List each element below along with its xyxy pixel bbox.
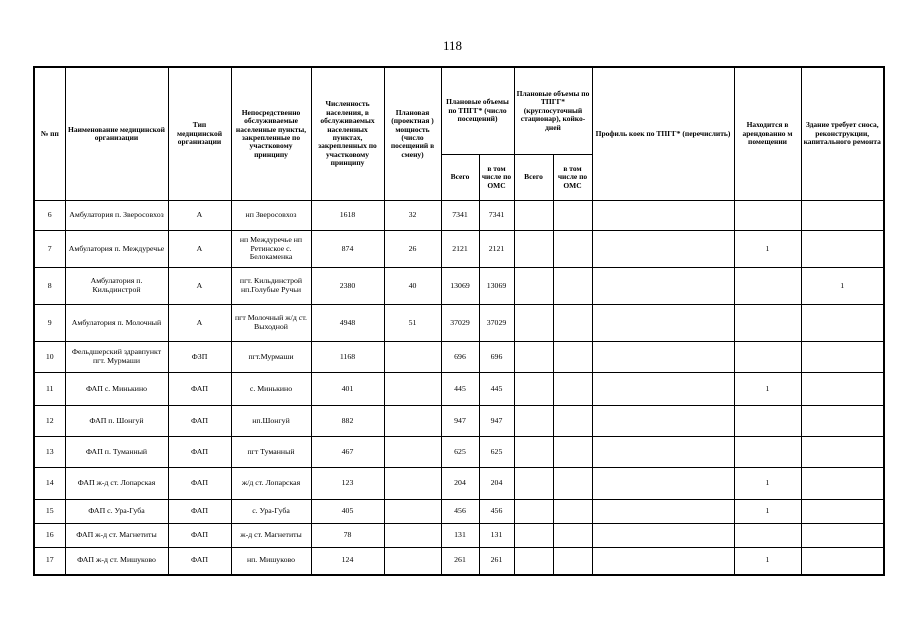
cell-org-name: Амбулатория п. Молочный — [65, 305, 168, 342]
cell-settlements: ж/д ст. Лопарская — [231, 468, 311, 500]
table-row — [34, 342, 884, 373]
cell-settlements: пгт Туманный — [231, 437, 311, 468]
cell-org-name: ФАП ж-д ст. Магнетиты — [65, 524, 168, 548]
cell-visits-total: 2121 — [441, 231, 479, 268]
cell-rented — [734, 406, 801, 437]
cell-rented: 1 — [734, 548, 801, 575]
cell-capacity — [384, 342, 441, 373]
cell-rented — [734, 437, 801, 468]
header-profile: Профиль коек по ТПГГ* (перечислить) — [592, 67, 734, 201]
cell-visits-oms: 696 — [479, 342, 514, 373]
cell-visits-total: 13069 — [441, 268, 479, 305]
cell-rented — [734, 342, 801, 373]
cell-capacity — [384, 437, 441, 468]
cell-org-name: ФАП с. Минькино — [65, 373, 168, 406]
cell-beds-total — [514, 342, 553, 373]
cell-org-type: ФАП — [168, 406, 231, 437]
cell-capacity — [384, 406, 441, 437]
cell-profile — [592, 548, 734, 575]
table-row — [34, 406, 884, 437]
page-number: 118 — [442, 38, 463, 53]
cell-settlements: пгт. Кильдинстрой нп.Голубые Ручьи — [231, 268, 311, 305]
cell-capacity — [384, 548, 441, 575]
cell-profile — [592, 342, 734, 373]
cell-num: 13 — [34, 437, 65, 468]
cell-org-name: ФАП ж-д ст. Лопарская — [65, 468, 168, 500]
cell-visits-oms: 456 — [479, 500, 514, 524]
cell-num: 15 — [34, 500, 65, 524]
cell-population: 874 — [311, 231, 384, 268]
header-visits-group: Плановые объемы по ТПГГ* (число посещений) — [441, 67, 514, 155]
cell-settlements: пгт.Мурмаши — [231, 342, 311, 373]
table-row — [34, 437, 884, 468]
cell-num: 12 — [34, 406, 65, 437]
cell-beds-oms — [553, 231, 592, 268]
cell-org-type: ФАП — [168, 437, 231, 468]
cell-beds-total — [514, 231, 553, 268]
cell-profile — [592, 305, 734, 342]
cell-visits-total: 445 — [441, 373, 479, 406]
cell-org-type: А — [168, 268, 231, 305]
cell-beds-oms — [553, 268, 592, 305]
cell-org-type: ФАП — [168, 524, 231, 548]
cell-visits-oms: 131 — [479, 524, 514, 548]
cell-settlements: нп.Шонгуй — [231, 406, 311, 437]
cell-capacity — [384, 500, 441, 524]
cell-demolition — [801, 500, 884, 524]
cell-settlements: нп. Мишуково — [231, 548, 311, 575]
table-row — [34, 201, 884, 231]
table-row — [34, 500, 884, 524]
header-rented: Находится в арендованно м помещении — [734, 67, 801, 201]
table-row — [34, 548, 884, 575]
cell-beds-total — [514, 373, 553, 406]
cell-org-name: Амбулатория п. Зверосовхоз — [65, 201, 168, 231]
cell-profile — [592, 201, 734, 231]
header-settlements: Непосредственно обслуживаемые населенные пункты, закрепленные по участковому принципу — [231, 67, 311, 201]
cell-capacity: 40 — [384, 268, 441, 305]
cell-num: 7 — [34, 231, 65, 268]
cell-population: 2380 — [311, 268, 384, 305]
cell-num: 6 — [34, 201, 65, 231]
cell-beds-oms — [553, 500, 592, 524]
cell-profile — [592, 524, 734, 548]
cell-demolition — [801, 548, 884, 575]
cell-beds-total — [514, 524, 553, 548]
cell-beds-total — [514, 500, 553, 524]
header-demolition: Здание требует сноса, реконструкции, капитального ремонта — [801, 67, 884, 201]
cell-beds-oms — [553, 548, 592, 575]
cell-visits-oms: 625 — [479, 437, 514, 468]
cell-visits-oms: 2121 — [479, 231, 514, 268]
cell-org-name: ФАП с. Ура-Губа — [65, 500, 168, 524]
cell-org-name: Фельдшерский здравпункт пгт. Мурмаши — [65, 342, 168, 373]
cell-settlements: ж-д ст. Магнетиты — [231, 524, 311, 548]
cell-num: 8 — [34, 268, 65, 305]
table-row — [34, 231, 884, 268]
cell-population: 123 — [311, 468, 384, 500]
cell-visits-total: 204 — [441, 468, 479, 500]
cell-settlements: нп Междуречье нп Ретинское с. Белокаменка — [231, 231, 311, 268]
cell-beds-oms — [553, 373, 592, 406]
cell-demolition — [801, 342, 884, 373]
header-visits-total: Всего — [441, 155, 479, 201]
cell-beds-total — [514, 406, 553, 437]
cell-profile — [592, 468, 734, 500]
cell-org-name: ФАП п. Шонгуй — [65, 406, 168, 437]
cell-profile — [592, 268, 734, 305]
cell-num: 9 — [34, 305, 65, 342]
cell-settlements: с. Ура-Губа — [231, 500, 311, 524]
cell-visits-total: 696 — [441, 342, 479, 373]
cell-beds-total — [514, 305, 553, 342]
table-row — [34, 373, 884, 406]
cell-visits-oms: 37029 — [479, 305, 514, 342]
cell-demolition — [801, 305, 884, 342]
cell-demolition: 1 — [801, 268, 884, 305]
cell-org-type: ФАП — [168, 468, 231, 500]
cell-num: 10 — [34, 342, 65, 373]
cell-org-name: Амбулатория п. Кильдинстрой — [65, 268, 168, 305]
cell-visits-total: 947 — [441, 406, 479, 437]
cell-settlements: с. Минькино — [231, 373, 311, 406]
cell-capacity — [384, 468, 441, 500]
cell-rented: 1 — [734, 500, 801, 524]
cell-visits-total: 37029 — [441, 305, 479, 342]
cell-visits-total: 131 — [441, 524, 479, 548]
cell-beds-total — [514, 437, 553, 468]
cell-demolition — [801, 373, 884, 406]
cell-visits-oms: 7341 — [479, 201, 514, 231]
cell-visits-total: 456 — [441, 500, 479, 524]
cell-beds-total — [514, 548, 553, 575]
cell-org-type: А — [168, 201, 231, 231]
header-capacity: Плановая (проектная ) мощность (число посещений в смену) — [384, 67, 441, 201]
cell-population: 4948 — [311, 305, 384, 342]
cell-beds-oms — [553, 342, 592, 373]
cell-beds-total — [514, 468, 553, 500]
header-beds-oms: в том числе по ОМС — [553, 155, 592, 201]
cell-num: 11 — [34, 373, 65, 406]
cell-profile — [592, 406, 734, 437]
cell-rented: 1 — [734, 373, 801, 406]
header-population: Численность населения, в обслуживаемых населенных пунктах, закрепленных по участковому принципу — [311, 67, 384, 201]
cell-demolition — [801, 406, 884, 437]
cell-profile — [592, 500, 734, 524]
cell-org-type: ФАП — [168, 500, 231, 524]
cell-demolition — [801, 524, 884, 548]
cell-profile — [592, 437, 734, 468]
table-row — [34, 305, 884, 342]
cell-settlements: нп Зверосовхоз — [231, 201, 311, 231]
table-body — [34, 201, 884, 575]
cell-org-type: ФАП — [168, 548, 231, 575]
cell-beds-oms — [553, 524, 592, 548]
cell-visits-oms: 204 — [479, 468, 514, 500]
table-row — [34, 268, 884, 305]
medical-organizations-table — [33, 66, 885, 576]
cell-population: 1168 — [311, 342, 384, 373]
cell-beds-oms — [553, 305, 592, 342]
cell-visits-oms: 947 — [479, 406, 514, 437]
cell-org-type: А — [168, 305, 231, 342]
cell-org-type: ФАП — [168, 373, 231, 406]
cell-settlements: пгт Молочный ж/д ст. Выходной — [231, 305, 311, 342]
cell-population: 405 — [311, 500, 384, 524]
cell-demolition — [801, 231, 884, 268]
cell-beds-total — [514, 268, 553, 305]
cell-beds-oms — [553, 468, 592, 500]
cell-capacity — [384, 373, 441, 406]
cell-beds-total — [514, 201, 553, 231]
cell-num: 14 — [34, 468, 65, 500]
cell-num: 17 — [34, 548, 65, 575]
cell-org-name: Амбулатория п. Междуречье — [65, 231, 168, 268]
cell-capacity: 51 — [384, 305, 441, 342]
cell-rented — [734, 201, 801, 231]
cell-org-type: А — [168, 231, 231, 268]
cell-num: 16 — [34, 524, 65, 548]
cell-demolition — [801, 437, 884, 468]
cell-capacity — [384, 524, 441, 548]
cell-visits-oms: 13069 — [479, 268, 514, 305]
cell-population: 1618 — [311, 201, 384, 231]
cell-org-name: ФАП ж-д ст. Мишуково — [65, 548, 168, 575]
cell-rented — [734, 524, 801, 548]
cell-visits-total: 625 — [441, 437, 479, 468]
cell-rented — [734, 268, 801, 305]
cell-demolition — [801, 201, 884, 231]
cell-profile — [592, 231, 734, 268]
cell-population: 401 — [311, 373, 384, 406]
cell-capacity: 32 — [384, 201, 441, 231]
header-visits-oms: в том числе по ОМС — [479, 155, 514, 201]
header-beds-total: Всего — [514, 155, 553, 201]
cell-rented: 1 — [734, 231, 801, 268]
header-num: № пп — [34, 67, 65, 201]
cell-org-name: ФАП п. Туманный — [65, 437, 168, 468]
cell-population: 467 — [311, 437, 384, 468]
cell-beds-oms — [553, 437, 592, 468]
cell-org-type: ФЗП — [168, 342, 231, 373]
header-beds-group: Плановые объемы по ТПГГ* (круглосуточный стационар), койко-дней — [514, 67, 592, 155]
header-org-name: Наименование медицинской организации — [65, 67, 168, 201]
table-row — [34, 468, 884, 500]
cell-visits-total: 7341 — [441, 201, 479, 231]
cell-profile — [592, 373, 734, 406]
cell-rented — [734, 305, 801, 342]
cell-rented: 1 — [734, 468, 801, 500]
cell-visits-oms: 261 — [479, 548, 514, 575]
cell-population: 882 — [311, 406, 384, 437]
cell-beds-oms — [553, 201, 592, 231]
cell-capacity: 26 — [384, 231, 441, 268]
table-row — [34, 524, 884, 548]
cell-visits-oms: 445 — [479, 373, 514, 406]
cell-visits-total: 261 — [441, 548, 479, 575]
header-org-type: Тип медицинской организации — [168, 67, 231, 201]
cell-beds-oms — [553, 406, 592, 437]
cell-population: 78 — [311, 524, 384, 548]
cell-demolition — [801, 468, 884, 500]
cell-population: 124 — [311, 548, 384, 575]
